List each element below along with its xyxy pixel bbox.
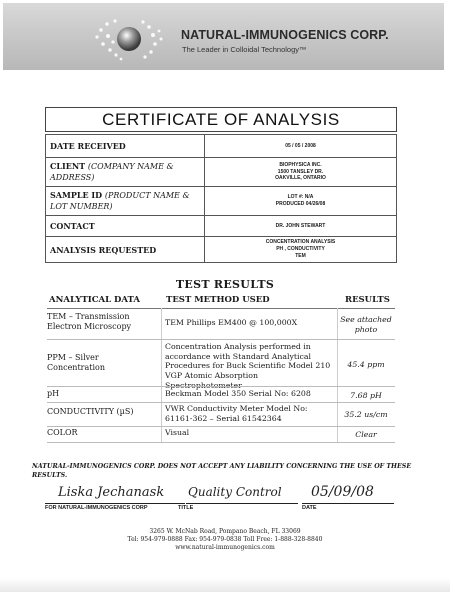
handwritten-date: 05/09/08 (311, 484, 374, 500)
address-line: 3265 W. McNab Road, Pompano Beach, FL 33069 (149, 528, 301, 535)
colloid-sphere-logo-icon (91, 15, 167, 63)
signature-line (45, 503, 185, 504)
certificate-info-table (45, 134, 397, 263)
header-results: RESULTS (345, 295, 390, 305)
company-name: NATURAL-IMMUNOGENICS CORP. (181, 28, 389, 42)
result-row-tem (47, 312, 395, 338)
header-banner (3, 3, 444, 70)
info-row-date (46, 135, 397, 158)
analytical-data-cell: pH (47, 389, 60, 398)
info-value: 05 / 05 / 2008 (205, 135, 397, 158)
result-cell: 35.2 us/cm (344, 410, 388, 419)
result-row-color (47, 428, 395, 440)
method-cell: Concentration Analysis performed in accordance with Standard Analytical Procedures for Buck Scientific Model 210 VGP Atomic Absorption Spectrophotometer (165, 342, 331, 390)
row-rule (47, 442, 395, 443)
analytical-data-cell: TEM – Transmission Electron Microscopy (47, 312, 132, 331)
certificate-title: CERTIFICATE OF ANALYSIS (45, 107, 397, 132)
handwritten-title: Quality Control (188, 485, 282, 499)
info-row-client (46, 158, 397, 187)
info-label: ANALYSIS REQUESTED (46, 237, 205, 263)
info-value: DR. JOHN STEWART (205, 216, 397, 237)
method-cell: VWR Conductivity Meter Model No: 61161-362 – Serial 61542364 (165, 404, 308, 423)
info-label: CONTACT (46, 216, 205, 237)
method-cell: Visual (165, 428, 190, 437)
method-cell: Beckman Model 350 Serial No: 6208 (165, 389, 311, 398)
info-label: DATE RECEIVED (46, 135, 205, 158)
result-cell: 45.4 ppm (347, 360, 385, 369)
test-results-title: TEST RESULTS (175, 278, 275, 291)
date-line (302, 503, 394, 504)
handwritten-signature: Liska Jechanask (58, 485, 165, 500)
method-cell: TEM Phillips EM400 @ 100,000X (165, 318, 298, 327)
title-line (186, 503, 298, 504)
company-tagline: The Leader in Colloidal Technology™ (182, 45, 307, 54)
info-row-analysis-requested (46, 237, 397, 263)
phone-line: Tel: 954-979-0888 Fax: 954-979-0838 Toll Free: 1-888-328-8840 (127, 536, 323, 544)
header-analytical-data: ANALYTICAL DATA (49, 295, 141, 305)
header-test-method: TEST METHOD USED (166, 295, 270, 305)
result-row-conductivity (47, 404, 395, 426)
result-row-ppm (47, 342, 395, 390)
date-label: DATE (302, 505, 317, 511)
result-row-ph (47, 389, 395, 401)
analytical-data-cell: COLOR (47, 428, 78, 437)
result-cell: 7.68 pH (350, 391, 382, 400)
analytical-data-cell: CONDUCTIVITY (µS) (47, 407, 134, 416)
signer-label: FOR NATURAL-IMMUNOGENICS CORP (45, 505, 148, 511)
info-value: BIOPHYSICA INC. 1500 TANSLEY DR. OAKVILLE, ONTARIO (205, 158, 397, 187)
info-label: SAMPLE ID (PRODUCT NAME & LOT NUMBER) (46, 187, 205, 216)
info-value: CONCENTRATION ANALYSIS PH , CONDUCTIVITY TEM (205, 237, 397, 263)
info-label: CLIENT (COMPANY NAME & ADDRESS) (46, 158, 205, 187)
row-rule (47, 339, 395, 340)
info-value: LOT #: N/A PRODUCED 04/26/08 (205, 187, 397, 216)
analytical-data-cell: PPM – Silver Concentration (47, 353, 106, 372)
result-cell: Clear (355, 430, 377, 439)
result-cell: See attached photo (340, 315, 392, 334)
results-header-rule (47, 308, 395, 309)
row-rule (47, 386, 395, 387)
scan-edge (0, 578, 450, 592)
row-rule (47, 426, 395, 427)
row-rule (47, 402, 395, 403)
info-row-contact (46, 216, 397, 237)
info-row-sample-id (46, 187, 397, 216)
title-label: TITLE (178, 505, 194, 511)
liability-disclaimer: NATURAL-IMMUNOGENICS CORP. DOES NOT ACCEPT ANY LIABILITY CONCERNING THE USE OF THESE RESULTS. (32, 463, 412, 479)
company-address (0, 528, 450, 552)
website-line: www.natural-immunogenics.com (175, 544, 275, 552)
